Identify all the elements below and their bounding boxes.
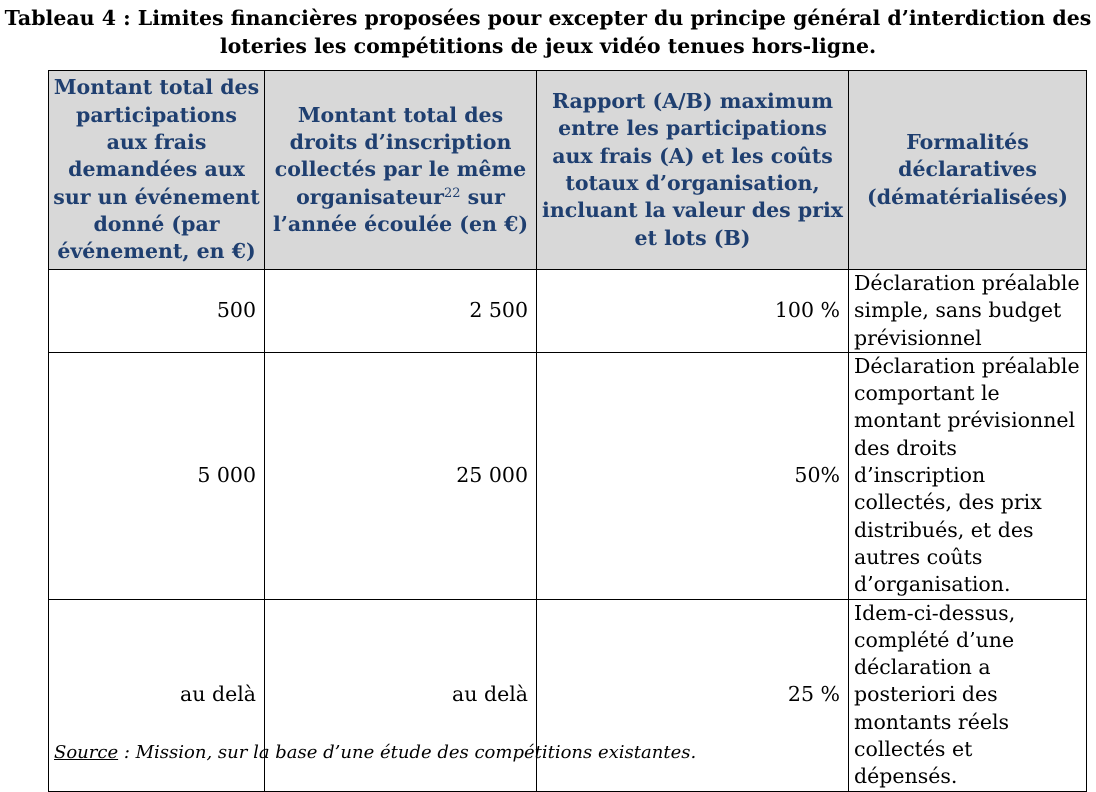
caption-line-2: loteries les compétitions de jeux vidéo tenues hors-ligne.	[219, 34, 877, 58]
cell-droits: 2 500	[265, 270, 537, 353]
cell-formalites: Déclaration préalable comportant le montant prévisionnel des droits d’inscription collectés, des prix distribués, et des autres coûts d’organisation.	[849, 352, 1087, 599]
financial-limits-table	[48, 70, 1087, 792]
cell-rapport: 100 %	[537, 270, 849, 353]
cell-droits: au delà	[265, 599, 537, 791]
table-caption	[0, 4, 1096, 60]
cell-rapport: 50%	[537, 352, 849, 599]
source-label: Source	[54, 742, 119, 763]
footnote-marker: 22	[443, 185, 461, 201]
table-header-row	[49, 71, 1087, 270]
cell-formalites: Idem-ci-dessus, complété d’une déclaration a posteriori des montants réels collectés et dépensés.	[849, 599, 1087, 791]
cell-rapport: 25 %	[537, 599, 849, 791]
cell-participations: au delà	[49, 599, 265, 791]
cell-participations: 5 000	[49, 352, 265, 599]
table-row	[49, 352, 1087, 599]
caption-line-1: Tableau 4 : Limites financières proposées pour excepter du principe général d’interdiction des	[4, 6, 1092, 30]
column-header-rapport: Rapport (A/B) maximum entre les participations aux frais (A) et les coûts totaux d’organisation, incluant la valeur des prix et lots (B)	[537, 71, 849, 270]
column-header-droits-suffix: sur l’année écoulée (en €)	[272, 184, 529, 236]
cell-droits: 25 000	[265, 352, 537, 599]
source-note	[54, 741, 696, 765]
cell-participations: 500	[49, 270, 265, 353]
column-header-participations: Montant total des participations aux frais demandées aux sur un événement donné (par événement, en €)	[49, 71, 265, 270]
column-header-droits-inscription	[265, 71, 537, 270]
column-header-droits-text: Montant total des droits d’inscription collectés par le même organisateur	[274, 102, 527, 209]
table-row	[49, 270, 1087, 353]
cell-formalites: Déclaration préalable simple, sans budget prévisionnel	[849, 270, 1087, 353]
source-text: : Mission, sur la base d’une étude des compétitions existantes.	[118, 742, 697, 763]
column-header-formalites: Formalités déclaratives (dématérialisées)	[849, 71, 1087, 270]
